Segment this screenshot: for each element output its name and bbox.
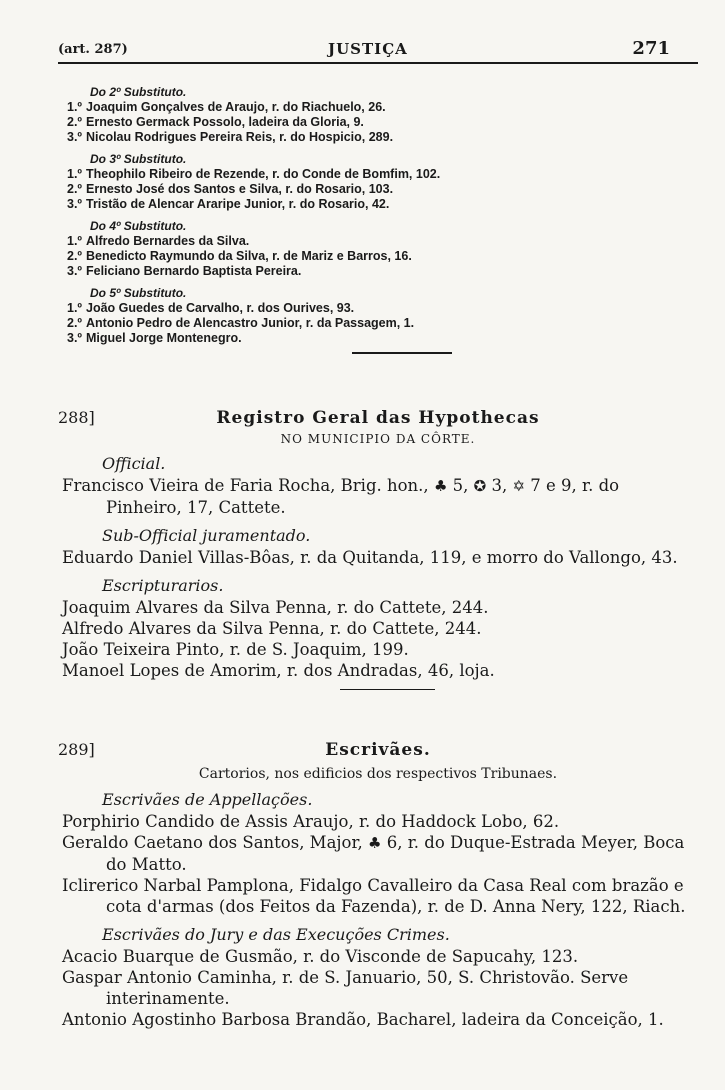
escrivaes-section (58, 740, 698, 1030)
section-number: 288] (58, 408, 95, 427)
official-address: Pinheiro, 17, Cattete. (106, 498, 286, 517)
section-heading (58, 740, 698, 762)
list-item: Gaspar Antonio Caminha, r. de S. Januario, 50, S. Christovão. Serve interinamente. (62, 968, 629, 1008)
order-value: 3, (491, 476, 508, 495)
item-text: João Guedes de Carvalho, r. dos Ourives, 93. (86, 301, 355, 315)
list-item: Manoel Lopes de Amorim, r. dos Andradas, 46, loja. (62, 661, 495, 680)
list-item: Acacio Buarque de Gusmão, r. do Visconde de Sapucahy, 123. (62, 947, 579, 966)
jury-label: Escrivães do Jury e das Execuções Crimes. (102, 925, 450, 944)
substitute-group (52, 151, 672, 212)
item-number: 3.º (67, 331, 82, 345)
escripturarios-label: Escripturarios. (102, 576, 224, 595)
item-number: 3.º (67, 130, 82, 144)
sub-official-entry: Eduardo Daniel Villas-Bôas, r. da Quitanda, 119, e morro do Vallongo, 43. (62, 548, 678, 567)
section-subtitle: NO MUNICIPIO DA CÔRTE. (280, 432, 476, 446)
item-number: 2.º (67, 249, 82, 263)
order-star-icon: ✡ (512, 477, 526, 495)
item-text: Antonio Pedro de Alencastro Junior, r. da Passagem, 1. (86, 316, 415, 330)
substitute-group (52, 84, 672, 145)
list-item (52, 301, 672, 316)
divider (352, 352, 452, 354)
item-number: 2.º (67, 316, 82, 330)
item-text: Nicolau Rodrigues Pereira Reis, r. do Hospicio, 289. (86, 130, 394, 144)
list-item (52, 316, 672, 331)
section-title: Escrivães. (325, 740, 431, 760)
item-number: 3.º (67, 264, 82, 278)
list-item (52, 249, 672, 264)
item-text: 6, r. do Duque-Estrada Meyer, Boca do Matto. (106, 833, 685, 874)
list-item (52, 331, 672, 346)
item-text: Ernesto José dos Santos e Silva, r. do Rosario, 103. (86, 182, 394, 196)
list-item: João Teixeira Pinto, r. de S. Joaquim, 199. (62, 640, 409, 659)
item-text: Ernesto Germack Possolo, ladeira da Gloria, 9. (86, 115, 364, 129)
item-text: Joaquim Gonçalves de Araujo, r. do Riachuelo, 26. (86, 100, 386, 114)
item-number: 1.º (67, 100, 82, 114)
appellacoes-label: Escrivães de Appellações. (102, 790, 313, 809)
item-text: Tristão de Alencar Araripe Junior, r. do Rosario, 42. (86, 197, 390, 211)
registro-section (58, 408, 698, 690)
running-title: JUSTIÇA (328, 40, 408, 58)
order-value: 5, (452, 476, 469, 495)
substitutes-list (52, 78, 672, 354)
list-item: Porphirio Candido de Assis Araujo, r. do Haddock Lobo, 62. (62, 812, 560, 831)
substitute-group (52, 285, 672, 346)
section-number: 289] (58, 740, 95, 759)
list-item: Joaquim Alvares da Silva Penna, r. do Cattete, 244. (62, 598, 489, 617)
list-item (52, 167, 672, 182)
official-name: Francisco Vieira de Faria Rocha, Brig. hon., (62, 476, 429, 495)
section-title: Registro Geral das Hypothecas (216, 408, 540, 428)
sub-official-label: Sub-Official juramentado. (102, 526, 311, 545)
list-item (52, 130, 672, 145)
item-number: 1.º (67, 301, 82, 315)
list-item (62, 832, 698, 875)
official-entry (62, 475, 698, 518)
substitute-title: Do 3º Substituto. (90, 152, 187, 166)
list-item (52, 197, 672, 212)
section-heading (58, 408, 698, 430)
order-christ-icon: ✪ (473, 477, 487, 495)
item-number: 2.º (67, 182, 82, 196)
item-text: Benedicto Raymundo da Silva, r. de Mariz e Barros, 16. (86, 249, 412, 263)
item-number: 1.º (67, 167, 82, 181)
page-header (58, 38, 698, 64)
substitute-title: Do 5º Substituto. (90, 286, 187, 300)
item-text: Alfredo Bernardes da Silva. (86, 234, 250, 248)
item-number: 3.º (67, 197, 82, 211)
item-number: 1.º (67, 234, 82, 248)
substitute-group (52, 218, 672, 279)
official-label: Official. (102, 454, 166, 473)
section-subtitle: Cartorios, nos edificios dos respectivos Tribunaes. (198, 766, 558, 782)
substitute-title: Do 2º Substituto. (90, 85, 187, 99)
order-rose-icon: ♣ (368, 834, 382, 852)
order-rose-icon: ♣ (433, 477, 448, 495)
order-value: 7 e 9, r. do (530, 476, 620, 495)
page-number: 271 (632, 38, 670, 59)
list-item (52, 264, 672, 279)
item-number: 2.º (67, 115, 82, 129)
list-item (52, 182, 672, 197)
list-item: Iclirerico Narbal Pamplona, Fidalgo Cavalleiro da Casa Real com brazão e cota d'armas (dos Feitos da Fazenda), r. de D. Anna Nery, 122, Riach. (62, 876, 686, 916)
list-item (52, 234, 672, 249)
item-text: Miguel Jorge Montenegro. (86, 331, 242, 345)
list-item: Alfredo Alvares da Silva Penna, r. do Cattete, 244. (62, 619, 482, 638)
item-text: Geraldo Caetano dos Santos, Major, (62, 833, 363, 852)
list-item (52, 115, 672, 130)
item-text: Feliciano Bernardo Baptista Pereira. (86, 264, 302, 278)
divider (340, 689, 435, 690)
list-item (52, 100, 672, 115)
item-text: Theophilo Ribeiro de Rezende, r. do Conde de Bomfim, 102. (86, 167, 441, 181)
substitute-title: Do 4º Substituto. (90, 219, 187, 233)
article-ref: (art. 287) (58, 42, 128, 57)
list-item: Antonio Agostinho Barbosa Brandão, Bacharel, ladeira da Conceição, 1. (62, 1010, 664, 1029)
